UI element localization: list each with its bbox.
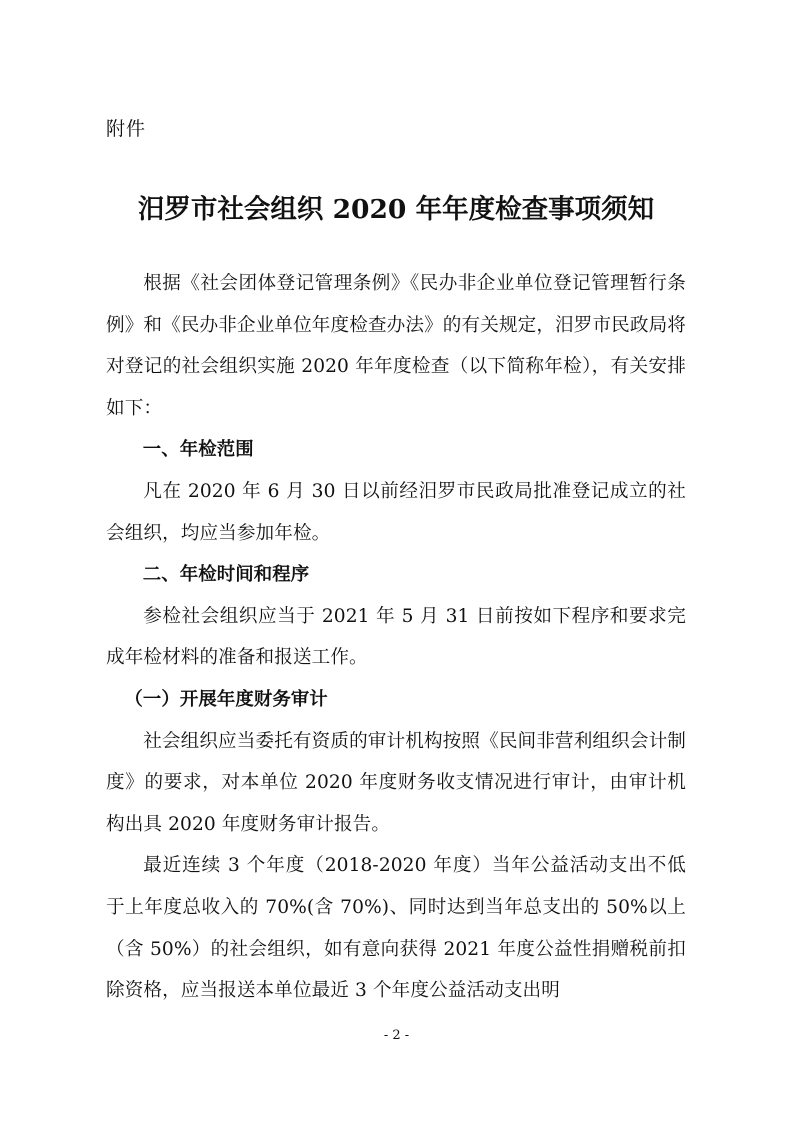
attachment-label: 附件 bbox=[106, 118, 147, 140]
subsection-heading-audit: （一）开展年度财务审计 bbox=[124, 688, 328, 710]
section-heading-time-procedure: 二、年检时间和程序 bbox=[142, 564, 310, 586]
time-procedure-paragraph: 参检社会组织应当于 2021 年 5 月 31 日前按如下程序和要求完成年检材料的准备和报送工作。 bbox=[106, 605, 686, 669]
audit-paragraph: 社会组织应当委托有资质的审计机构按照《民间非营利组织会计制度》的要求，对本单位 2020 年度财务收支情况进行审计，由审计机构出具 2020 年度财务审计报告。 bbox=[106, 730, 686, 835]
page-number: - 2 - bbox=[383, 1028, 410, 1043]
intro-paragraph: 根据《社会团体登记管理条例》《民办非企业单位登记管理暂行条例》和《民办非企业单位年度检查办法》的有关规定，汨罗市民政局将对登记的社会组织实施 2020 年年度检查（以下简称年检），有关安排如下： bbox=[106, 273, 686, 419]
document-title: 汨罗市社会组织 2020 年年度检查事项须知 bbox=[137, 194, 655, 225]
tax-deduction-paragraph: 最近连续 3 个年度（2018-2020 年度）当年公益活动支出不低于上年度总收入的 70%(含 70%)、同时达到当年总支出的 50%以上（含 50%）的社会组织，如有意向获得 2021 年度公益性捐赠税前扣除资格，应当报送本单位最近 3 个年度公益活动支出明 bbox=[106, 855, 686, 1002]
scope-paragraph: 凡在 2020 年 6 月 30 日以前经汨罗市民政局批准登记成立的社会组织，均应当参加年检。 bbox=[106, 480, 686, 544]
section-heading-scope: 一、年检范围 bbox=[142, 439, 254, 461]
document-body bbox=[106, 263, 686, 1012]
